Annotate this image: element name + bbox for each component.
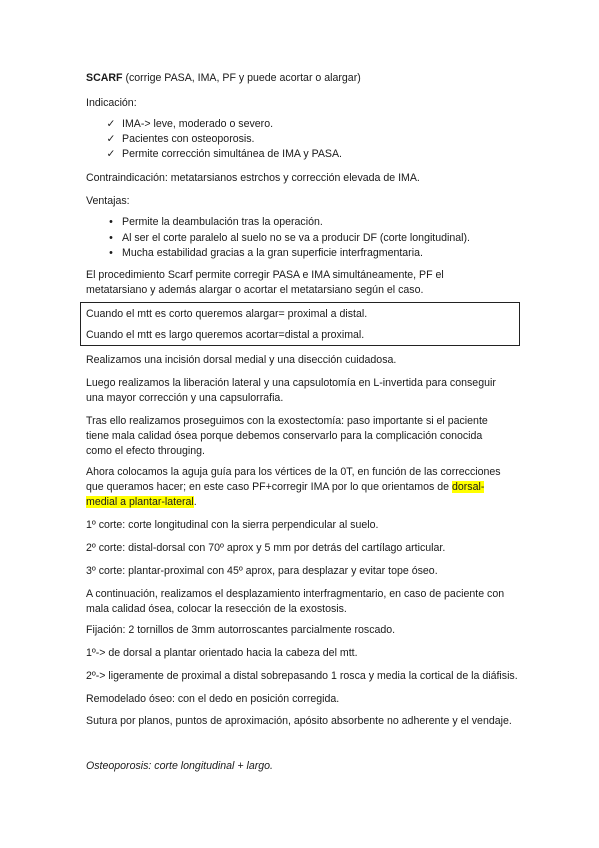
aguja-text: Ahora colocamos la aguja guía para los vértices de la 0T, en función de las correcciones que queramos hacer; en este caso PF+corregir IMA por lo que orientamos de: [86, 466, 501, 493]
remodelado: Remodelado óseo: con el dedo en posición corregida.: [86, 693, 340, 705]
procedimiento-paragraph: El procedimiento Scarf permite corregir PASA e IMA simultáneamente, PF el metatarsiano y además alargar o acortar el metatarsiano según el caso.: [86, 269, 444, 296]
liberacion-paragraph: Luego realizamos la liberación lateral y una capsulotomía en L-invertida para conseguir una mayor corrección y una capsulorrafia.: [86, 377, 496, 404]
check-icon: ✓: [106, 118, 116, 130]
indicacion-item-text: Permite corrección simultánea de IMA y PASA.: [122, 148, 343, 160]
check-icon: ✓: [106, 148, 116, 160]
ventajas-item-text: Permite la deambulación tras la operación.: [122, 216, 323, 228]
aguja-paragraph: [86, 465, 506, 510]
indicacion-item-text: IMA-> leve, moderado o severo.: [122, 118, 274, 130]
indicacion-label: Indicación:: [86, 97, 137, 109]
corte-1: 1º corte: corte longitudinal con la sierra perpendicular al suelo.: [86, 519, 379, 531]
doc-title-rest: (corrige PASA, IMA, PF y puede acortar o alargar): [122, 72, 361, 84]
tornillo-1: 1º-> de dorsal a plantar orientado hacia la cabeza del mtt.: [86, 647, 358, 659]
ventajas-item-text: Mucha estabilidad gracias a la gran superficie interfragmentaria.: [122, 247, 423, 259]
osteoporosis-note: Osteoporosis: corte longitudinal + largo.: [86, 760, 273, 772]
sutura: Sutura por planos, puntos de aproximación, apósito absorbente no adherente y el vendaje.: [86, 715, 512, 727]
ventajas-item-text: Al ser el corte paralelo al suelo no se va a producir DF (corte longitudinal).: [122, 232, 471, 244]
desplazamiento-paragraph: A continuación, realizamos el desplazamiento interfragmentario, en caso de paciente con mala calidad ósea, colocar la resección de la exostosis.: [86, 588, 505, 615]
box-line-largo: Cuando el mtt es largo queremos acortar=distal a proximal.: [86, 329, 365, 341]
incision-paragraph: Realizamos una incisión dorsal medial y una disección cuidadosa.: [86, 354, 397, 366]
doc-title: [86, 71, 361, 86]
corte-3: 3º corte: plantar-proximal con 45º aprox, para desplazar y evitar tope óseo.: [86, 565, 438, 577]
ventajas-label: Ventajas:: [86, 195, 130, 207]
contraindicacion: Contraindicación: metatarsianos estrchos y corrección elevada de IMA.: [86, 172, 420, 184]
doc-title-bold: SCARF: [86, 72, 123, 84]
bullet-icon: •: [109, 232, 113, 244]
tornillo-2: 2º-> ligeramente de proximal a distal sobrepasando 1 rosca y media la cortical de la diáfisis.: [86, 670, 518, 682]
aguja-highlight: dorsal-medial a plantar-lateral: [86, 481, 485, 508]
bullet-icon: •: [109, 216, 113, 228]
indicacion-item-text: Pacientes con osteoporosis.: [122, 133, 255, 145]
exostectomia-paragraph: Tras ello realizamos proseguimos con la exostectomía: paso importante si el paciente tiene mala calidad ósea porque debemos conservarlo para la complicación conocida como el efecto througing.: [86, 415, 488, 457]
aguja-end: .: [193, 496, 197, 508]
bullet-icon: •: [109, 247, 113, 259]
fijacion: Fijación: 2 tornillos de 3mm autorroscantes parcialmente roscado.: [86, 624, 396, 636]
corte-2: 2º corte: distal-dorsal con 70º aprox y 5 mm por detrás del cartílago articular.: [86, 542, 446, 554]
check-icon: ✓: [106, 133, 116, 145]
box-line-corto: Cuando el mtt es corto queremos alargar= proximal a distal.: [86, 308, 368, 320]
